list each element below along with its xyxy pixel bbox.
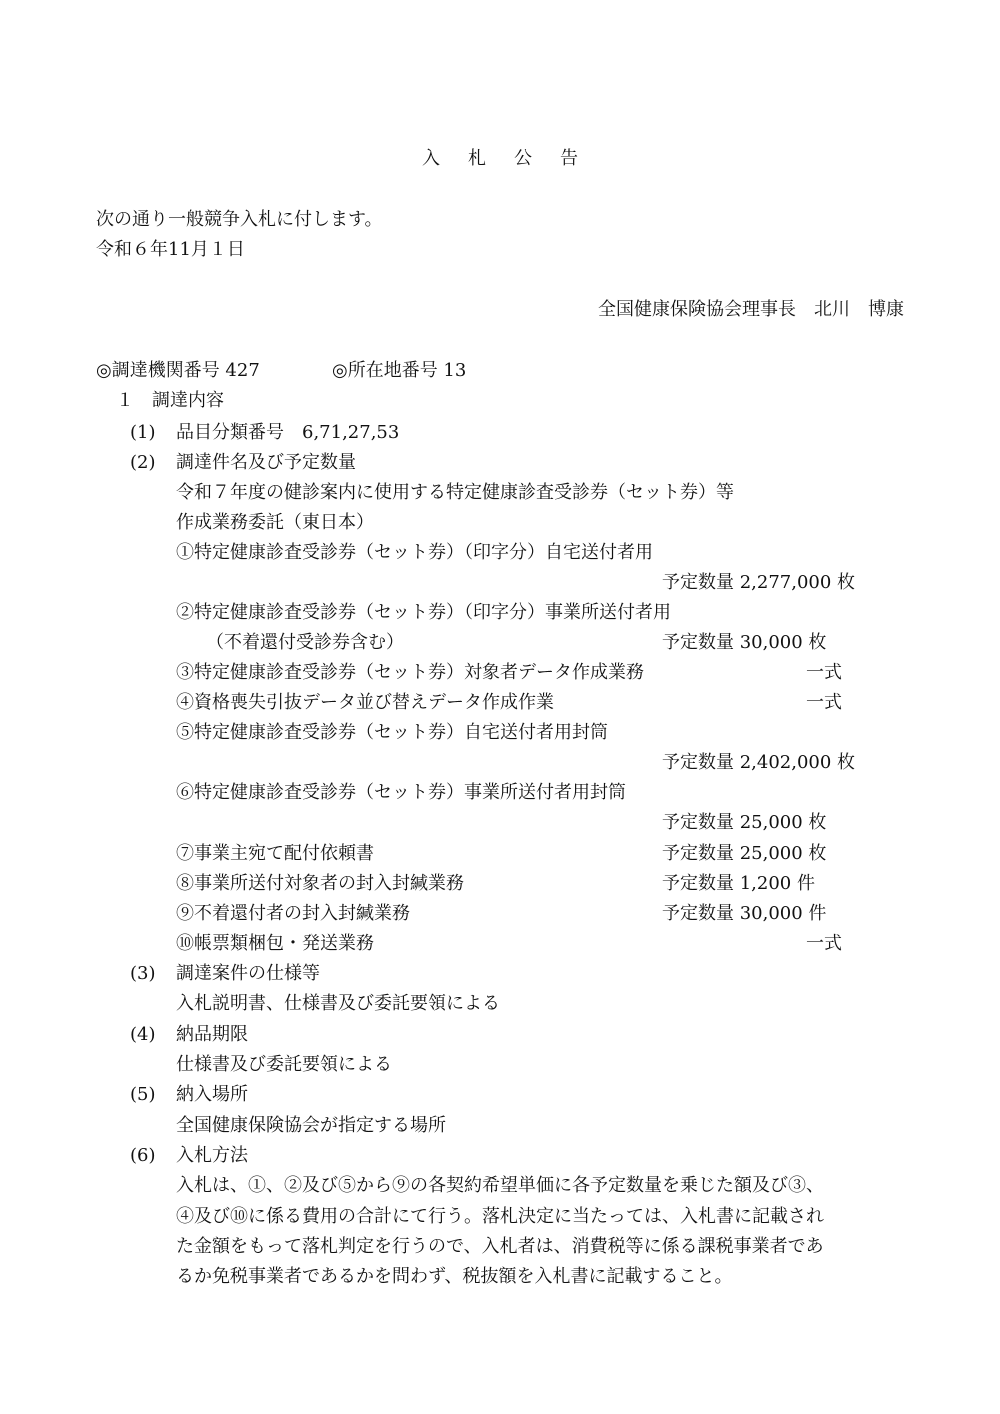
line-item-text: ⑩帳票類梱包・発送業務: [176, 933, 374, 954]
line-item-text: ⑧事業所送付対象者の封入封緘業務: [176, 873, 464, 894]
line-item-text: ④資格喪失引抜データ並び替えデータ作成作業: [176, 692, 554, 713]
issuer-name: 全国健康保険協会理事長 北川 博康: [598, 299, 904, 320]
line-item-qty: 予定数量 2,277,000 枚: [662, 572, 856, 593]
intro-text: 次の通り一般競争入札に付します。: [96, 209, 383, 230]
notice-title: [0, 147, 1000, 171]
line-item-qty: 予定数量 2,402,000 枚: [662, 752, 856, 773]
procurement-subject: 令和７年度の健診案内に使用する特定健康診査受診券（セット券）等: [176, 482, 734, 503]
item-label: (3): [130, 963, 156, 984]
item-text: 納品期限: [176, 1024, 248, 1045]
item-text: 調達件名及び予定数量: [176, 452, 356, 473]
line-item-text: ①特定健康診査受診券（セット券）（印字分）自宅送付者用: [176, 542, 653, 563]
item-label: (4): [130, 1024, 156, 1045]
line-item-text: ⑨不着還付者の封入封緘業務: [176, 903, 410, 924]
title-char: 告: [560, 148, 578, 169]
line-item-text: ⑥特定健康診査受診券（セット券）事業所送付者用封筒: [176, 782, 626, 803]
agency-number: ◎調達機関番号 427: [96, 360, 260, 381]
line-item-qty: 予定数量 25,000 枚: [662, 812, 827, 833]
item-text: 納入場所: [176, 1084, 248, 1105]
line-item-qty: 予定数量 25,000 枚: [662, 843, 827, 864]
line-item-qty: 予定数量 1,200 件: [662, 873, 815, 894]
item-label: (1): [130, 422, 156, 443]
item-detail-line: 入札は、①、②及び⑤から⑨の各契約希望単価に各予定数量を乗じた額及び③、: [176, 1175, 824, 1196]
line-item-text: ③特定健康診査受診券（セット券）対象者データ作成業務: [176, 662, 644, 683]
line-item-text: ⑦事業主宛て配付依頼書: [176, 843, 374, 864]
line-item-qty: 一式: [806, 692, 842, 713]
item-label: (2): [130, 452, 156, 473]
item-label: (5): [130, 1084, 156, 1105]
item-label: (6): [130, 1145, 156, 1166]
title-char: 入: [422, 148, 440, 169]
line-item-text: （不着還付受診券含む）: [206, 632, 404, 653]
item-text: 入札方法: [176, 1145, 248, 1166]
section-heading: １ 調達内容: [116, 390, 224, 411]
line-item-text: ⑤特定健康診査受診券（セット券）自宅送付者用封筒: [176, 722, 608, 743]
line-item-text: ②特定健康診査受診券（セット券）（印字分）事業所送付者用: [176, 602, 671, 623]
line-item-qty: 一式: [806, 662, 842, 683]
item-text: 品目分類番号 6,71,27,53: [176, 422, 400, 443]
item-detail: 全国健康保険協会が指定する場所: [176, 1115, 446, 1136]
line-item-qty: 一式: [806, 933, 842, 954]
location-number: ◎所在地番号 13: [332, 360, 467, 381]
item-detail: 仕様書及び委託要領による: [176, 1054, 392, 1075]
line-item-qty: 予定数量 30,000 件: [662, 903, 827, 924]
item-detail-line: ④及び⑩に係る費用の合計にて行う。落札決定に当たっては、入札書に記載され: [176, 1206, 824, 1227]
line-item-qty: 予定数量 30,000 枚: [662, 632, 827, 653]
notice-date: 令和６年11月１日: [96, 239, 245, 260]
title-char: 公: [514, 148, 532, 169]
title-char: 札: [468, 148, 486, 169]
item-detail-line: るか免税事業者であるかを問わず、税抜額を入札書に記載すること。: [176, 1266, 733, 1287]
item-text: 調達案件の仕様等: [176, 963, 320, 984]
item-detail-line: た金額をもって落札判定を行うので、入札者は、消費税等に係る課税事業者であ: [176, 1236, 824, 1257]
item-detail: 入札説明書、仕様書及び委託要領による: [176, 993, 500, 1014]
procurement-subject: 作成業務委託（東日本）: [176, 512, 374, 533]
